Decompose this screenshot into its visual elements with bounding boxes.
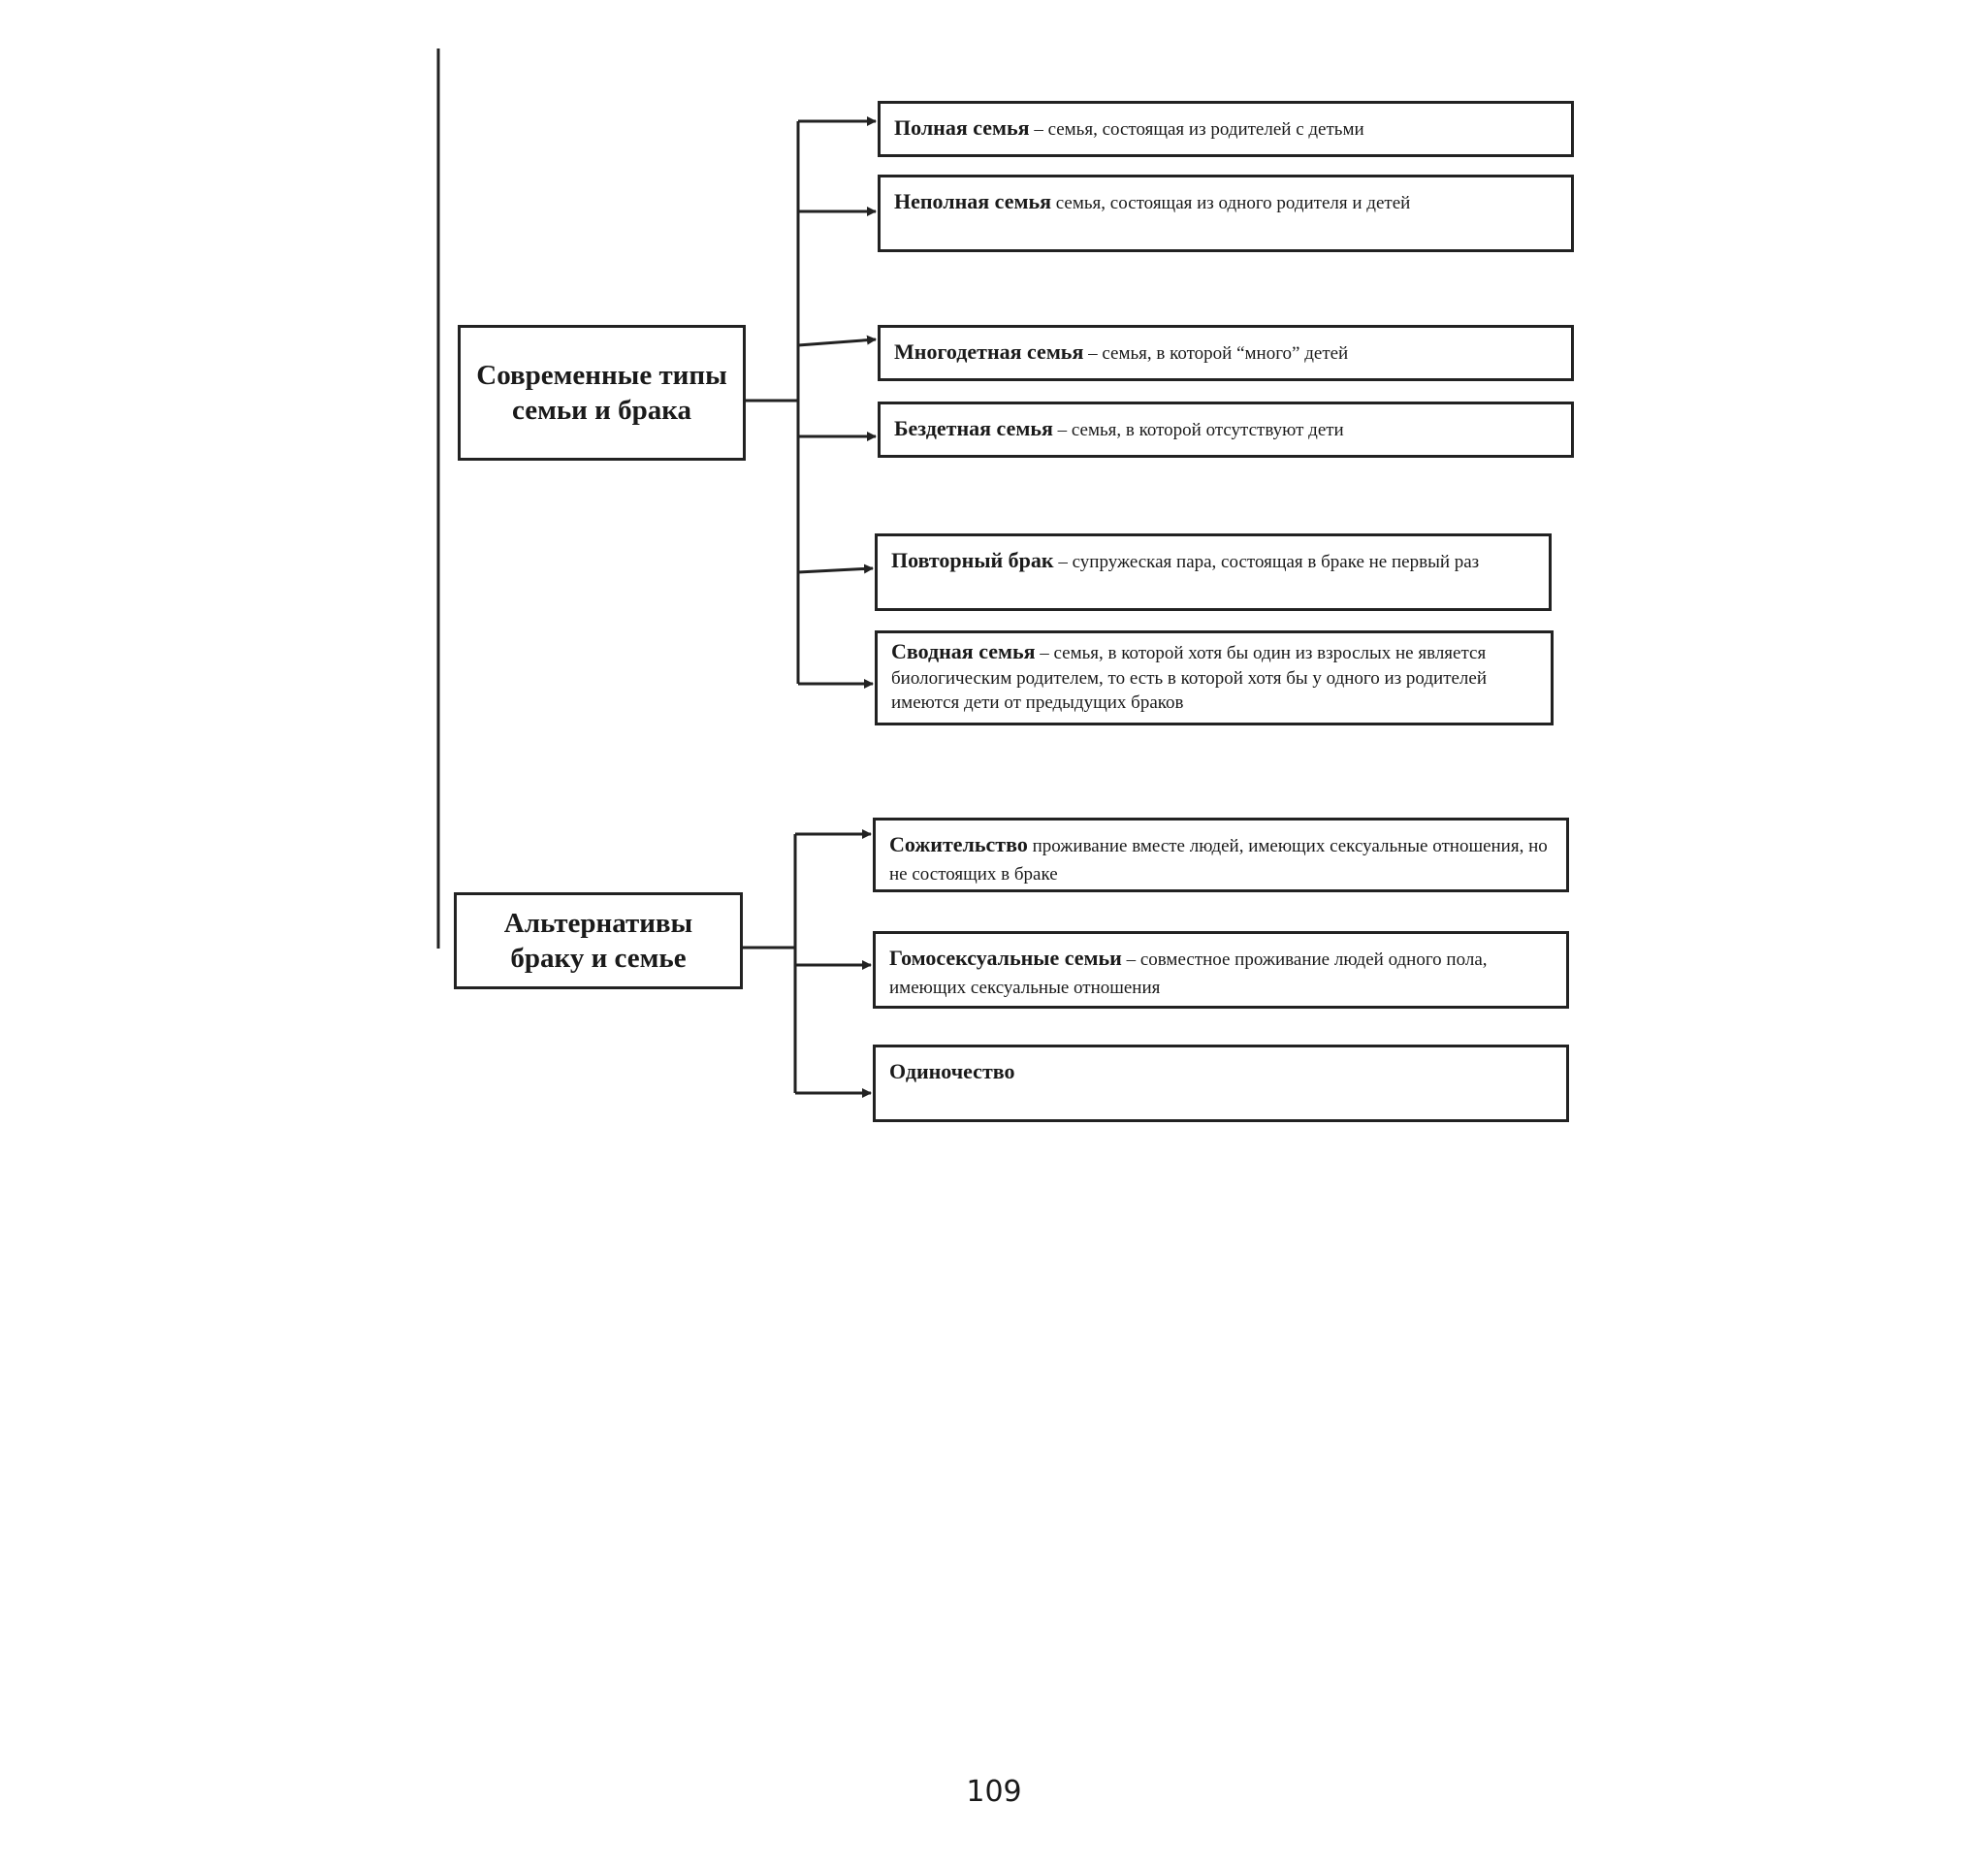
type-box-cohabitation: [873, 818, 1569, 892]
type-box-singlehood: [873, 1045, 1569, 1122]
type-desc: семья, состоящая из одного родителя и детей: [1051, 193, 1411, 213]
type-box-full-family: [878, 101, 1574, 157]
type-box-large-family: [878, 325, 1574, 381]
type-desc: – семья, состоящая из родителей с детьми: [1029, 119, 1364, 140]
type-desc: – семья, в которой “много” детей: [1083, 343, 1349, 364]
category-box-modern: [458, 325, 746, 461]
type-term: Сожительство: [889, 832, 1028, 856]
type-term: Неполная семья: [894, 189, 1052, 213]
category-box-alternatives: [454, 892, 743, 989]
type-term: Бездетная семья: [894, 416, 1053, 440]
arrow-remarriage: [798, 568, 873, 572]
category-label-modern: Современные типы семьи и брака: [476, 359, 727, 426]
type-box-incomplete-family: [878, 175, 1574, 252]
type-term: Многодетная семья: [894, 339, 1084, 364]
type-term: Полная семья: [894, 115, 1030, 140]
type-desc: – семья, в которой хотя бы один из взрослых не является биологическим родителем, то есть в которой хотя бы у одного из родителей имеются дети от предыдущих браков: [891, 643, 1488, 714]
type-box-remarriage: [875, 533, 1552, 611]
category-label-alternatives: Альтернативы браку и семье: [503, 907, 693, 974]
type-box-homosexual-families: [873, 931, 1569, 1009]
type-term: Сводная семья: [891, 639, 1036, 663]
type-box-blended-family: [875, 630, 1554, 725]
type-term: Повторный брак: [891, 548, 1054, 572]
type-desc: – семья, в которой отсутствуют дети: [1052, 420, 1344, 440]
type-term: Одиночество: [889, 1059, 1015, 1083]
type-term: Гомосексуальные семьи: [889, 946, 1122, 970]
type-desc: – совместное проживание людей одного пола, имеющих сексуальные отношения: [889, 950, 1488, 998]
arrow-large-family: [798, 339, 876, 345]
page-number: 109: [966, 1775, 1022, 1809]
type-desc: – супружеская пара, состоящая в браке не первый раз: [1053, 552, 1480, 572]
type-desc: проживание вместе людей, имеющих сексуальные отношения, но не состоящих в браке: [889, 836, 1548, 885]
type-box-childless-family: [878, 402, 1574, 458]
